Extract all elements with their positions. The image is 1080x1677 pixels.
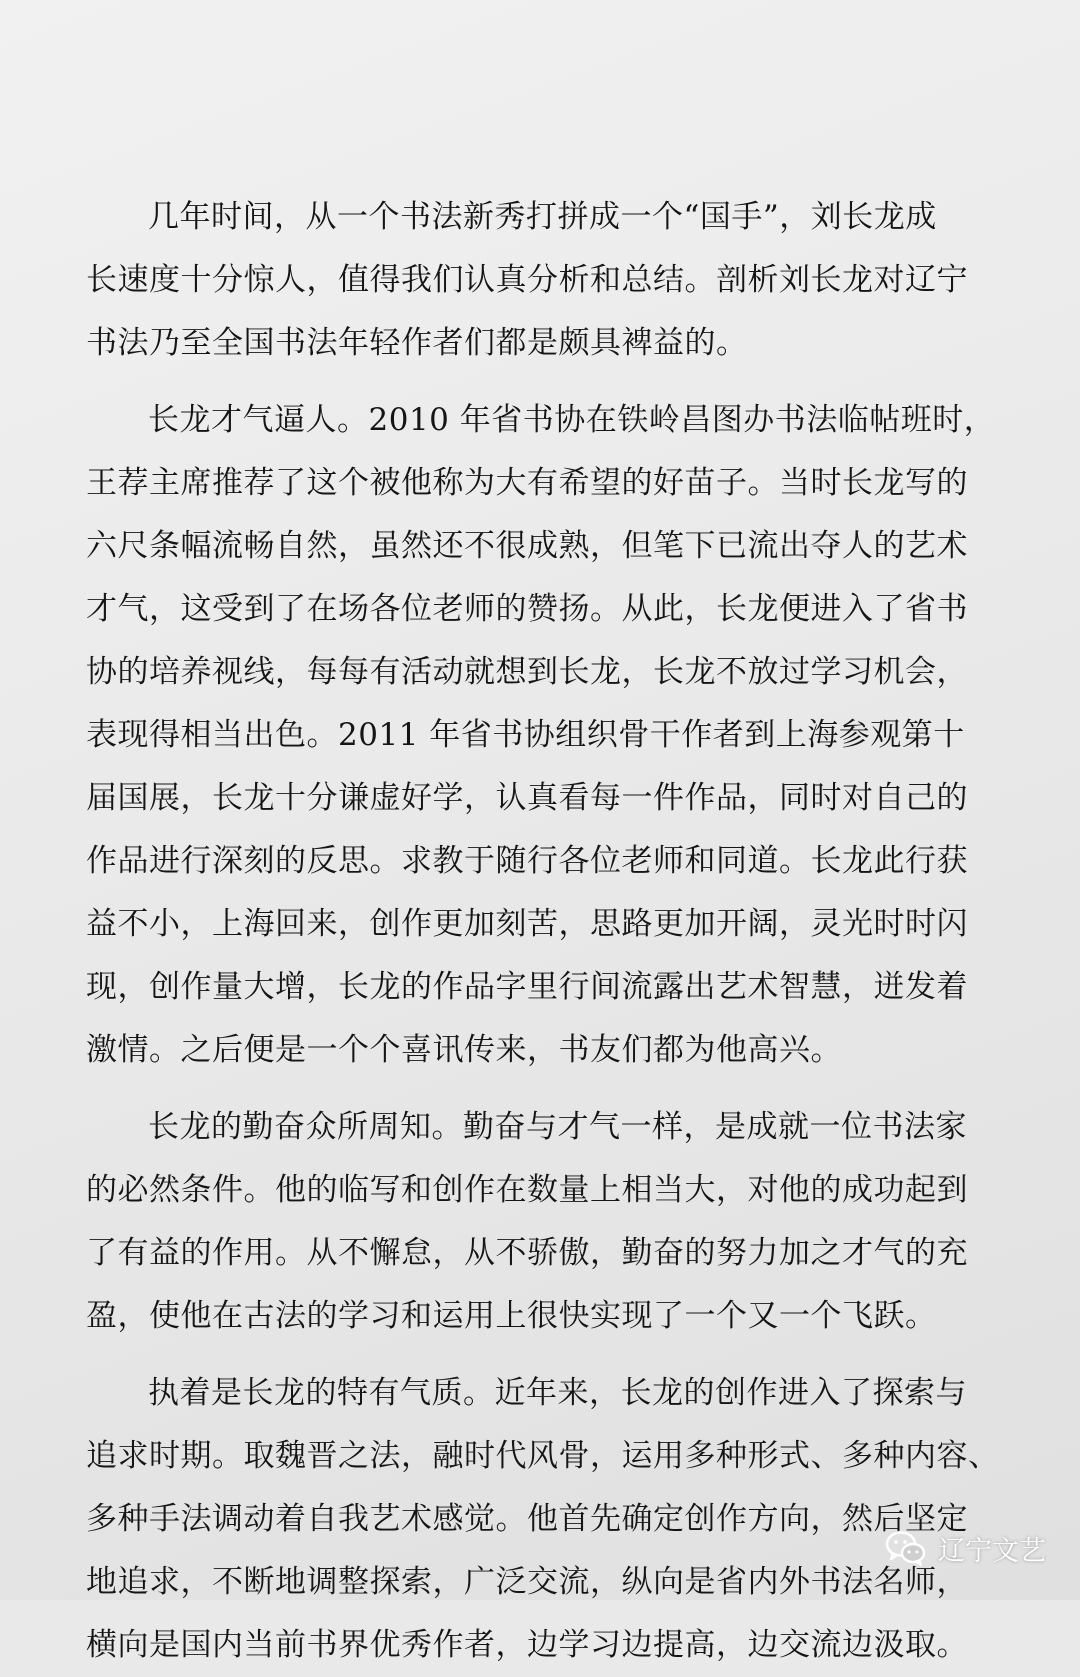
paragraph-2-line-10: 现，创作量大增，长龙的作品字里行间流露出艺术智慧，迸发着	[86, 969, 968, 1005]
paragraph-1-line-1: 几年时间，从一个书法新秀打拼成一个“国手”，刘长龙成	[148, 199, 937, 235]
paragraph-2-line-5: 协的培养视线，每每有活动就想到长龙，长龙不放过学习机会，	[86, 654, 968, 690]
paragraph-3-line-1: 长龙的勤奋众所周知。勤奋与才气一样，是成就一位书法家	[148, 1109, 967, 1145]
paragraph-4-line-4: 地追求，不断地调整探索，广泛交流，纵向是省内外书法名师，	[86, 1564, 968, 1600]
paragraph-1-line-3: 书法乃至全国书法年轻作者们都是颇具裨益的。	[86, 325, 748, 361]
paragraph-2-line-9: 益不小，上海回来，创作更加刻苦，思路更加开阔，灵光时时闪	[86, 906, 968, 942]
paragraph-2-line-1: 长龙才气逼人。2010 年省书协在铁岭昌图办书法临帖班时，	[148, 402, 996, 438]
paragraph-2-line-4: 才气，这受到了在场各位老师的赞扬。从此，长龙便进入了省书	[86, 591, 968, 627]
paragraph-2-line-8: 作品进行深刻的反思。求教于随行各位老师和同道。长龙此行获	[86, 843, 968, 879]
paragraph-4-line-1: 执着是长龙的特有气质。近年来，长龙的创作进入了探索与	[148, 1375, 967, 1411]
wechat-icon	[884, 1526, 928, 1570]
paragraph-4-line-5: 横向是国内当前书界优秀作者，边学习边提高，边交流边汲取。	[86, 1627, 968, 1663]
watermark-text: 辽宁文艺	[938, 1535, 1046, 1567]
paragraph-2-line-11: 激情。之后便是一个个喜讯传来，书友们都为他高兴。	[86, 1032, 842, 1068]
paragraph-3-line-2: 的必然条件。他的临写和创作在数量上相当大，对他的成功起到	[86, 1172, 968, 1208]
paragraph-2-line-7: 届国展，长龙十分谦虚好学，认真看每一件作品，同时对自己的	[86, 780, 968, 816]
paragraph-3-line-3: 了有益的作用。从不懈怠，从不骄傲，勤奋的努力加之才气的充	[86, 1235, 968, 1271]
watermark	[884, 1526, 1046, 1570]
paragraph-4-line-2: 追求时期。取魏晋之法，融时代风骨，运用多种形式、多种内容、	[86, 1438, 1000, 1474]
paragraph-3-line-4: 盈，使他在古法的学习和运用上很快实现了一个又一个飞跃。	[86, 1298, 937, 1334]
paragraph-2-line-6: 表现得相当出色。2011 年省书协组织骨干作者到上海参观第十	[86, 717, 965, 753]
paragraph-4-line-3: 多种手法调动着自我艺术感觉。他首先确定创作方向，然后坚定	[86, 1501, 968, 1537]
paragraph-2-line-3: 六尺条幅流畅自然，虽然还不很成熟，但笔下已流出夺人的艺术	[86, 528, 968, 564]
paragraph-1-line-2: 长速度十分惊人，值得我们认真分析和总结。剖析刘长龙对辽宁	[86, 262, 968, 298]
paragraph-2-line-2: 王荐主席推荐了这个被他称为大有希望的好苗子。当时长龙写的	[86, 465, 968, 501]
